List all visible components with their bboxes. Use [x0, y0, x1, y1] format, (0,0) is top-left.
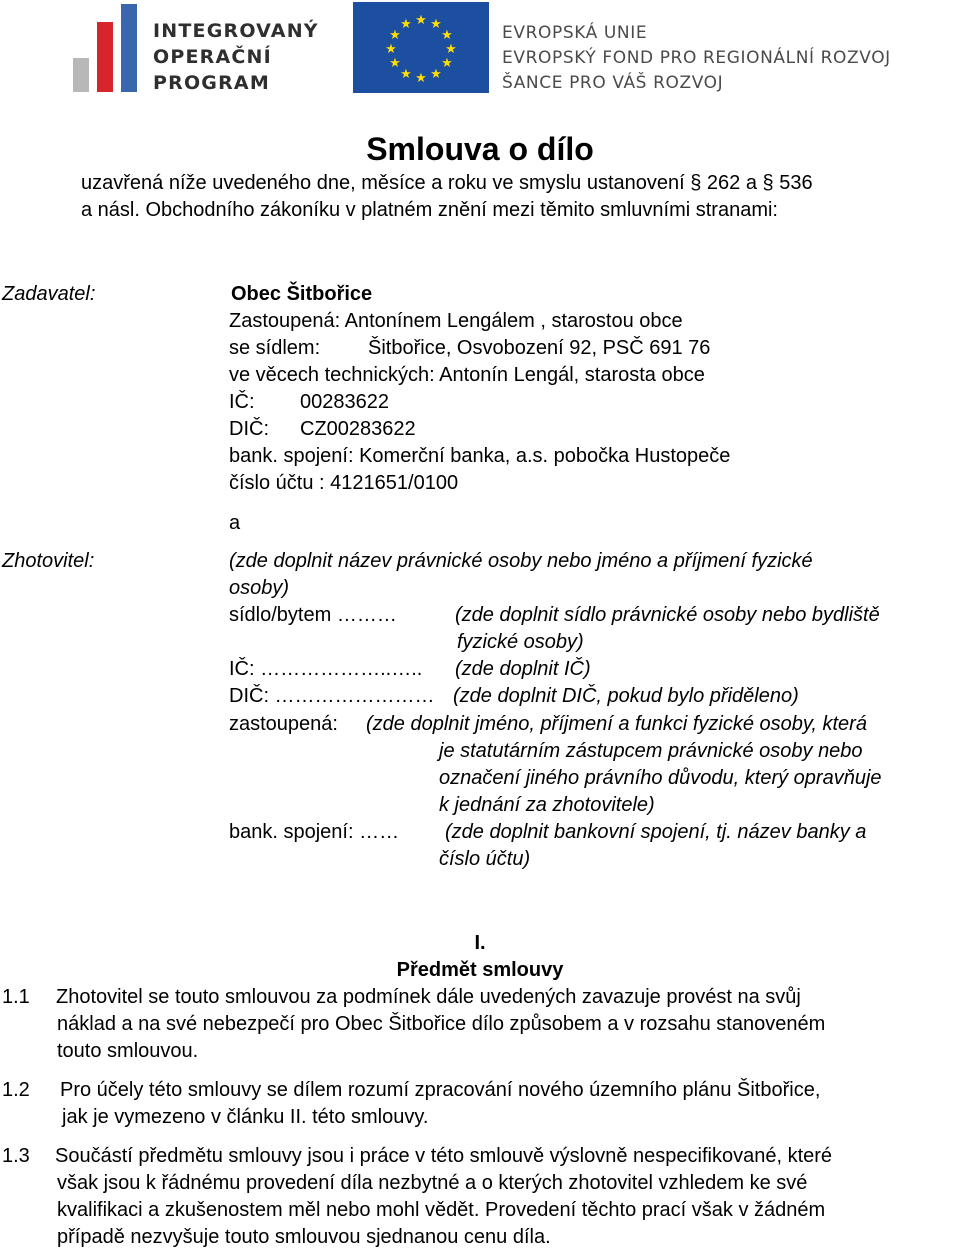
svg-text:★: ★: [400, 17, 412, 32]
svg-text:★: ★: [389, 28, 401, 43]
zhotovitel-sidlo-line-1: (zde doplnit sídlo právnické osoby nebo bydliště: [455, 604, 880, 626]
eu-flag-icon: [353, 2, 489, 93]
iop-logo-bar-blue: [121, 4, 137, 92]
zhotovitel-name-line-1: (zde doplnit název právnické osoby nebo jméno a příjmení fyzické: [229, 550, 813, 572]
zhotovitel-zast-line-2: je statutárním zástupcem právnické osoby nebo: [439, 740, 863, 762]
svg-text:★: ★: [389, 56, 401, 71]
zadavatel-sidlo-label: se sídlem:: [229, 337, 321, 359]
paragraph-1-3-line-3: kvalifikaci a zkušenostem měl nebo mohl vědět. Provedení těchto prací však v žádném: [57, 1199, 826, 1221]
zadavatel-ic-value: 00283622: [300, 391, 389, 413]
paragraph-1-1-number: 1.1: [2, 986, 30, 1008]
separator-a: a: [229, 512, 241, 534]
paragraph-1-2-line-1: Pro účely této smlouvy se dílem rozumí zpracování nového územního plánu Šitbořice,: [60, 1079, 821, 1101]
paragraph-1-1-line-1: Zhotovitel se touto smlouvou za podmínek dále uvedených zavazuje provést na svůj: [56, 986, 801, 1008]
intro-line-1: uzavřená níže uvedeného dne, měsíce a roku ve smyslu ustanovení § 262 a § 536: [81, 172, 813, 194]
iop-logo: [73, 2, 319, 94]
document-title: Smlouva o dílo: [366, 131, 594, 167]
svg-text:★: ★: [415, 71, 427, 86]
svg-text:★: ★: [441, 28, 453, 43]
paragraph-1-3-line-1: Součástí předmětu smlouvy jsou i práce v této smlouvě výslovně nespecifikované, které: [55, 1145, 833, 1167]
iop-logo-line-2: OPERAČNÍ: [153, 46, 272, 68]
zadavatel-sidlo-value: Šitbořice, Osvobození 92, PSČ 691 76: [368, 337, 711, 359]
zadavatel-dic-value: CZ00283622: [300, 418, 416, 440]
svg-text:★: ★: [430, 17, 442, 32]
iop-logo-line-3: PROGRAM: [153, 72, 270, 94]
eu-text-line-1: EVROPSKÁ UNIE: [502, 23, 648, 43]
svg-text:★: ★: [400, 67, 412, 82]
zadavatel-dic-label: DIČ:: [229, 418, 269, 440]
paragraph-1-3-number: 1.3: [2, 1145, 30, 1167]
section-heading: Předmět smlouvy: [396, 959, 564, 981]
zadavatel-zastoupena: Zastoupená: Antonínem Lengálem , starostou obce: [229, 310, 683, 332]
zhotovitel-bank-label: bank. spojení: ……: [229, 821, 400, 843]
zhotovitel-zast-label: zastoupená:: [229, 713, 338, 735]
paragraph-1-1-line-2: náklad a na své nebezpečí pro Obec Šitbořice dílo způsobem a v rozsahu stanoveném: [57, 1013, 826, 1035]
paragraph-1-3-line-2: však jsou k řádnému provedení díla nezbytné a o kterých zhotovitel vzhledem ke své: [57, 1172, 808, 1194]
paragraph-1-2-line-2: jak je vymezeno v článku II. této smlouvy.: [62, 1106, 429, 1128]
svg-text:★: ★: [445, 42, 457, 57]
zhotovitel-sidlo-line-2: fyzické osoby): [457, 631, 584, 653]
eu-text-line-3: ŠANCE PRO VÁŠ ROZVOJ: [502, 73, 724, 93]
svg-text:★: ★: [441, 56, 453, 71]
svg-text:★: ★: [430, 67, 442, 82]
zhotovitel-bank-line-1: (zde doplnit bankovní spojení, tj. název banky a: [445, 821, 867, 843]
zhotovitel-ic-label: IČ: ………………..…..: [229, 658, 423, 680]
iop-logo-bar-red: [97, 22, 113, 92]
intro-line-2: a násl. Obchodního zákoníku v platném znění mezi těmito smluvními stranami:: [81, 199, 778, 221]
zhotovitel-sidlo-label: sídlo/bytem ………: [229, 604, 397, 626]
zhotovitel-dic-value: (zde doplnit DIČ, pokud bylo přiděleno): [453, 685, 799, 707]
zhotovitel-zast-line-4: k jednání za zhotovitele): [439, 794, 655, 816]
zadavatel-label: Zadavatel:: [2, 283, 96, 305]
paragraph-1-3-line-4: případě nezvyšuje touto smlouvou sjednanou cenu díla.: [57, 1226, 551, 1248]
section-number: I.: [474, 932, 486, 954]
zadavatel-technicke: ve věcech technických: Antonín Lengál, starosta obce: [229, 364, 705, 386]
svg-text:★: ★: [415, 13, 427, 28]
zadavatel-bank: bank. spojení: Komerční banka, a.s. pobočka Hustopeče: [229, 445, 731, 467]
zhotovitel-bank-line-2: číslo účtu): [439, 848, 531, 870]
zhotovitel-zast-line-3: označení jiného právního důvodu, který opravňuje: [439, 767, 882, 789]
zadavatel-ucet: číslo účtu : 4121651/0100: [229, 472, 459, 494]
zhotovitel-zast-line-1: (zde doplnit jméno, příjmení a funkci fyzické osoby, která: [366, 713, 867, 735]
iop-logo-bar-gray: [73, 58, 89, 92]
paragraph-1-1-line-3: touto smlouvou.: [57, 1040, 199, 1062]
zhotovitel-dic-label: DIČ: ……………………: [229, 685, 435, 707]
eu-text-line-2: EVROPSKÝ FOND PRO REGIONÁLNÍ ROZVOJ: [502, 48, 891, 68]
svg-text:★: ★: [385, 42, 397, 57]
iop-logo-line-1: INTEGROVANÝ: [153, 20, 319, 42]
zhotovitel-label: Zhotovitel:: [2, 550, 95, 572]
paragraph-1-2-number: 1.2: [2, 1079, 30, 1101]
zadavatel-ic-label: IČ:: [229, 391, 255, 413]
zhotovitel-ic-value: (zde doplnit IČ): [455, 658, 591, 680]
zadavatel-name: Obec Šitbořice: [231, 283, 373, 305]
zhotovitel-name-line-2: osoby): [229, 577, 290, 599]
